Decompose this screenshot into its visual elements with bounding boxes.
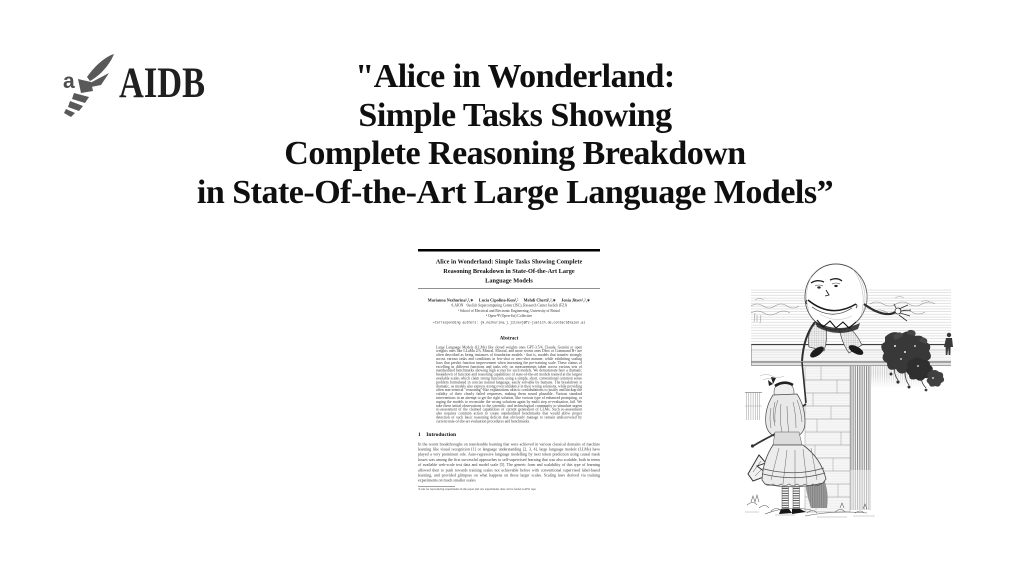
wasp-logo-icon — [62, 52, 116, 118]
title-line-1: "Alice in Wonderland: — [355, 58, 675, 95]
paper-abstract: Large Language Models (LLMs) like closed weights ones GPT-3.5/4, Claude, Gemini or open weights ones like LLaMa 2/3, Mistral, Mixtral, and more recent ones Dbrx or Command R+ are often described as being instances of foundation models - that is, models that transfer strongly across various tasks and conditions in few-shot or zero-shot manner, while exhibiting scaling laws that predict function improvement when increasing the pre-training scale. These claims of excelling in different functions and tasks rely on measurements taken across various sets of standardized benchmarks showing high scores for such models. We demonstrate here a dramatic breakdown of function and reasoning capabilities of state-of-the-art models trained at the largest available scales which claim strong function, using a simple, short, conventional common sense problem formulated in concise natural language, easily solvable by humans. The breakdown is dramatic, as models also express strong overconfidence in their wrong solutions, while providing often non-sensical "reasoning"-like explanations akin to confabulations to justify and backup the validity of their clearly failed responses, making them sound plausible. Various standard interventions in an attempt to get the right solution, like various type of enhanced prompting, or urging the models to reconsider the wrong solutions again by multi step re-evaluation, fail. We take these initial observations to the scientific and technological community to stimulate urgent re-assessment of the claimed capabilities of current generation of LLMs. Such re-assessment also requires common action to create standardized benchmarks that would allow proper detection of such basic reasoning deficits that obviously manage to remain undiscovered by current state-of-the-art evaluation procedures and benchmarks. — [436, 344, 582, 424]
alice-left-arm — [753, 434, 775, 446]
alice-right-stocking — [793, 487, 800, 509]
title-line-4: in State-Of-the-Art Large Language Models” — [196, 173, 834, 211]
paper-abstract-heading: Abstract — [499, 335, 519, 341]
paper-affiliation-2: ³ School of Electrical and Electronic Engineering, University of Bristol — [457, 308, 561, 313]
paper-intro-heading: 1 Introduction — [418, 431, 457, 438]
paper-corresponding: ∗Corresponding authors: {m.nezhurina,j.jitsev}@fz-juelich.de,contact@laion.ai — [432, 320, 586, 325]
paper-affiliation-3: ⁴ Open-Ψ (Open-Sci) Collective — [485, 314, 533, 319]
brand-name: AIDB — [119, 60, 206, 107]
paper-thumbnail — [400, 222, 620, 542]
alice-shoes — [779, 509, 806, 514]
page-title — [165, 58, 865, 212]
paper-authors: Marianna Nezhurina¹,²,∗ Lucia Cipolina-Kun³,⁵ Mehdi Cherti¹,²,∗ Jenia Jitsev¹,²,∗ — [427, 298, 591, 303]
title-line-2: Simple Tasks Showing — [358, 96, 672, 134]
paper-title-rule — [418, 289, 600, 290]
paper-top-rule — [418, 249, 600, 251]
paper-affiliation-1: ¹LAION ²Juelich Supercomputing Center (JSC), Research Center Juelich (FZJ) — [451, 303, 567, 308]
paper-intro: In the recent breakthroughs on transferable learning that were achieved in various classical domains of machine learning like visual recognition [1] or language understanding [2, 3, 4], large language models (LLMs) have played a very prominent role. Auto-regressive language modelling by next token prediction using causal mask losses was among the first successful approaches to self-supervised learning that was also scalable, both in terms of available web-scale text data and model scale [5]. The generic form and scalability of this type of learning allowed then to push towards training scales not achievable before with conventional supervised label-based learning, and provided glimpses on what happens on those larger scales. Scaling laws derived via training experiments on much smaller scales — [418, 441, 600, 483]
logo-letter-a: a — [63, 70, 75, 93]
alice-left-stocking — [782, 487, 789, 509]
alice-bodice — [773, 432, 802, 445]
paper-footnote: ¹Code for reproducing experiments in the paper and raw experiments data can be found at AIW repo — [418, 487, 537, 491]
paper-title: Alice in Wonderland: Simple Tasks Showing Complete Reasoning Breakdown in State-Of-the-Art Large Language Models — [435, 257, 583, 284]
pillar-shadow-lower — [850, 470, 871, 510]
humpty-dumpty-and-alice-engraving — [745, 262, 960, 520]
title-line-3: Complete Reasoning Breakdown — [284, 135, 746, 172]
pillar-shadow — [850, 366, 871, 470]
